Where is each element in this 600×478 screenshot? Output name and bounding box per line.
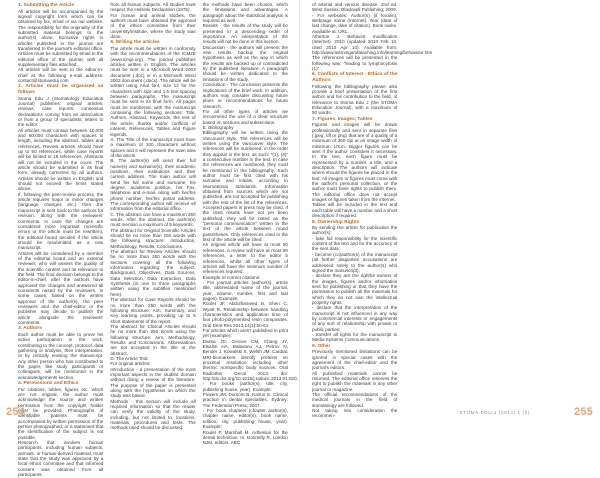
body-paragraph: All articles will be accompanied by the signed copyright form which can be obtained by fax, email or via our website. The responsibility for the originality of the submitted material belongs to the author(s) alone. Exclusive rights to articles published in the journal are transferred to the journal's editorial office. Articles must be submitted by email to the editorial office of the journal, with all supplementary files attached. (18, 8, 104, 68)
body-paragraph: D. The Article Text: (110, 355, 149, 361)
body-paragraph: For all other types of articles we recommend the use of a clear structure based on sections and subsections. (202, 108, 288, 125)
body-paragraph: A. The Title of the manuscript must have a maximum of 100 characters without spaces and it will represent the main idea of the article. (110, 136, 196, 158)
body-paragraph: Figures and images will be drawn professionally and sent in separate files (.jpeg, tiff or png) that are of a quality of a minimum of 300 dpi at an image width of minimum 10cm. Bigger figures can be sent if the author considers it necessary. In the text, each figure must be represented by a number, a title, and a description. The authors will indicate where should the figures be placed in the text. All images or figures must come with the author's personal collection, or the author must have rights to publish them. The editorial office does not accept images or figures taken from the internet. (312, 122, 398, 203)
body-paragraph: For original articles: (110, 361, 151, 367)
body-paragraph: The abstract for Original Scientific Articles should be no more than 250 words with the following structure: Introduction, Methodology, Results, Conclusions. (110, 227, 196, 249)
section-heading: 1. Submitting the Article (18, 3, 75, 8)
body-paragraph: of arterial and venous disease. 2nd ed. West Sussex: Blackwell Publishing; 2009. (312, 2, 398, 13)
section-heading: 3. Authors (18, 326, 43, 332)
left-column-2 (110, 2, 196, 431)
body-paragraph: Research that involves human participants, including human subjects, animals, or human-derived material, must state that the study was approved by a local ethics committee and that informed consent was obtained from all participants. (18, 440, 104, 478)
body-paragraph: - declare they are the rightful owners of the images, figures and/or information sent for publishing or that they have the permission to publish all the materials for which they do not own the intellectual property rights; (312, 273, 398, 305)
body-paragraph: By sending the article for publication the author(s): (312, 225, 398, 236)
body-paragraph: Each author must be able to prove his active participation in the work, contributing to the concept, protocol, data gathering or analysis, their interpretation, or by critically revising the manuscript. Any other person who has contributed to the paper, like study participants or colleagues, will be mentioned in the acknowledgements section. (18, 331, 104, 380)
body-paragraph: The abstract for Clinical Articles should be no more than 250 words using the following structure: Aim, Methodology, Results and Conclusions. Abbreviations are not accepted in the title or the abstract. (110, 323, 196, 356)
body-paragraph: For human and animal studies, the authors must have obtained the approval of the ethics committee from their university/institute, where the study was done. (110, 12, 196, 40)
body-paragraph: The official recommendations of the medical journals in the field of stomatology are followed. (312, 392, 398, 408)
left-page-number: 254 (6, 406, 25, 418)
body-paragraph: Following the bibliography please also provide a brief presentation of the first author and his contribution to the field, of relevance to Stoma Edu J (the STOMA Education Journal), with a maximum of 50 words. (312, 83, 398, 116)
section-heading: 4. Permissions and Ethics (18, 381, 79, 387)
body-paragraph: Results - the results of the study will be presented in a descending order of importance. An interpretation of the results will not be done in this section. (202, 23, 288, 45)
body-paragraph: the methods have been chosen, which the limitations and advantages. A paragraph about the statistical analysis is required as well. (202, 2, 288, 24)
section-heading: 6. Conflicts of Interest - Ethics of the Authors (312, 72, 398, 84)
body-paragraph: - declare that the interpretation of the manuscript is not influenced in any way by commercial interests or engagements of any sort of relationship with private or public parties; (312, 305, 398, 332)
body-paragraph: B. The author(s) will send their full name(s) and surname(s), their academic positions, their institutions and their current address. The main author will send his full name and surname, his degree, academic position, his Fax, telephone and e-mail, along with her/his phone number, her/his postal address. The corresponding author will receive all information from the editorial office. (110, 158, 196, 212)
body-paragraph: Roulet JF, Abdulhameed N, Shen C, Wyatt R. Relationship between handling characteristics and application time of four photo-polymerised resin composites. Oral Dent Res 2013;14(1):50-61. (202, 301, 288, 328)
body-paragraph: Powers JM, Dumont B, Kantor E. Clinical practice in dental specialties. Sydney: The Federation Press; 2007. (202, 392, 288, 408)
section-heading: 8. Ownership Rights (312, 219, 360, 225)
body-paragraph: Example of correct citations: (202, 274, 261, 280)
body-paragraph: from all human subjects. All studies must respect the Helsinki Declaration (1975). (110, 2, 196, 13)
left-column-3 (202, 2, 298, 446)
section-heading: 2. Articles must be organised as follows (18, 84, 104, 95)
body-paragraph: Bibliography will be written using the Vancouver style. The references will be written using the Vancouver style. The references will be numbered, in the order they appear in the text, as such: "(1), (4)" a consecutive number in the text. In case the references are numbered, they must be mentioned in the bibliography. Each author must be first cited with his surname and initials, according to international standards. Information obtained from sources which are not published, are not accepted for publishing with the rest of the list of the references. Accepted papers in press may be cited. If the cited results have not yet been published, they will be noted as the "personal communication" written in the text of the article between round parentheses. Only references cited in the text of the article will be cited. (202, 130, 288, 243)
body-paragraph: Conclusion - The conclusion presents the implications of the brief work. In addition, authors may consider discussing future plans or recommendations for future research. (202, 82, 288, 109)
body-paragraph: - take full responsibility for the scientific content of the text and for the accuracy of the sent data; (312, 235, 398, 252)
left-page-columns (18, 2, 298, 478)
body-paragraph: The abstract for Review Articles should be no more than 250 words with the sections covering all the following information regarding: the subject, Background, Objectives, Data Sources, Data Selection, Data Extraction, Data Synthesis (in one to three paragraphs written using the subtitles mentioned here). (110, 249, 196, 297)
body-paragraph: - become (co)author(s) of the manuscript (all further plagiarism accusations are addressed solely to the author(s) who signed the manuscript); (312, 251, 398, 273)
body-paragraph: Not taking into consideration the recommen- (312, 408, 398, 419)
body-paragraph: All articles will be sent to the editor-in-chief at the following e-mail address: contact@stomaeduj.com (18, 67, 104, 84)
body-paragraph: - For books (author(s), title, city, publishing house, year). Example: (202, 381, 288, 392)
body-paragraph: Tables will be included in the text and each table will have a number and a short description if required. (312, 202, 398, 219)
body-paragraph: Atherton J. Behavior modification (Internet). 2010 (updated 2010 Feb 10, cited 2010 Apr 10). Available from: http://www.learningandteaching.info/learning/behaviour.htm (312, 34, 433, 56)
body-paragraph: The abstract for Case Reports should be no more than 250 words with the following structure: Aim, Summary, and Key learning points, providing up to 5 short statements of the report. (110, 297, 196, 324)
journal-footer: STOMA.EDU.J (2014) 1 (2) (459, 410, 530, 415)
body-paragraph: Stoma Edu J (Stomatology Education Journal) publishes: original articles; reviews; case reports; consensus declarations coming from an association or from a group of specialists; letters to the editor. (18, 95, 104, 128)
body-paragraph: For citations, tables, figures etc. which are not original, the author must acknowledge the source and written permission from the copyright holder must be provided. Photographs of identifiable patients must be accompanied by written permission of the person photographed, or a statement that the identification of the subject is not possible. (18, 386, 104, 440)
body-paragraph: An original article will have at most 50 references, a review will have at most 80 references, a letter to the editor 5 references, whilst all other types of articles will have the minimum number of references required. (202, 242, 288, 275)
body-paragraph: E. Bibliography (202, 124, 234, 130)
body-paragraph: Roulet P, Marshall M. Adhesion for the dental technician. In: Donnelly R, London NJM, editors. ABC (202, 429, 288, 446)
body-paragraph: C. The abstract can have a maximum 250 words. After the abstract, the author(s) must mention a maximum of 5 keywords. (110, 211, 196, 228)
body-paragraph: Discussion - the authors will present the new results backup the original hypothesis as well as the way in which the results are backed up or contradicted by the published literature. A paragraph should be written dedicated to the limitations of the study. (202, 44, 288, 82)
body-paragraph: - For websites: Author(s) (if known). Webpage name (Internet). Year (date of last change, date of citation). Book name. Available at: URL. (312, 12, 398, 34)
section-heading: 5. Writing the articles (110, 40, 160, 46)
right-page-number: 255 (574, 406, 593, 418)
body-paragraph: All articles must contain between 10,000 and 60,000 characters with spaces in length, including the abstract, tables and references. Review articles should have up to 50 references, while case reports will be limited to 15 references. Abstracts will not be included in the count. The article should be submitted in its final form, already corrected by all authors. Articles should be written in English and should not exceed the limits stated above. (18, 127, 104, 192)
section-heading: 7. Figures, Images, Tables (312, 116, 373, 122)
body-paragraph: Introduction - a presentation of the most important aspects in the studied domain without doing a review of the literature. The purpose of the paper is presented along with the hypothesis on which the study was based. (110, 366, 196, 399)
body-paragraph: - For journal articles (author(s), article title, abbreviated name of the journal, year, volume, number, first and last pages). Example: (202, 279, 288, 301)
body-paragraph: The references will be presented in the following way: "leading to lymphocytosis (1)". (312, 55, 398, 72)
left-column-1 (18, 2, 104, 478)
body-paragraph: Articles will be considered by a member of the editorial board and an external reviewer, who will assess the quality of the scientific content and its relevance to the field. The final decision belongs to the editor-in-chief, after the authors have approved the changes and answered all comments raised by the reviewers. In some cases, based on the written approval of the author(s), the peer reviewers and the chief-editor or the publisher may decide to publish the article alongside the reviewers' comments. (18, 250, 104, 326)
right-column-3-empty (497, 2, 582, 400)
body-paragraph: - For book chapters (chapter author(s), chapter name, editor(s), book name, edition, city, publishing house, year). Example: (202, 408, 288, 430)
body-paragraph: Methods - this section will include all required information so that the reader can verify the validity of the study, including, but not limited to, locations, materials, procedures and tests. The methods used should be discussed. (110, 398, 196, 431)
section-heading: 9. Other (312, 343, 331, 349)
body-paragraph: If, following the peer-review process, the article requires major or minor changes (language changes etc.) then the manuscript is sent back to the authors for revision, along with the reviewers' comments. In case the changes are considered more important (scientific errors or the article must be rewritten), the editorial board decides if the article should be resubmitted as a new manuscript. (18, 191, 104, 251)
body-paragraph: Previously mentioned limitations can be ignored in special cases with the agreement of the chief-editor and the journal's editors. (312, 349, 398, 371)
body-paragraph: All published materials cannot be returned. The editorial office reserves the right to publish the materials in any other journal or magazine. (312, 370, 398, 392)
right-column-2-empty (404, 2, 489, 400)
body-paragraph: Dassa JD, Gerace CM, Chang JY, Elsallm HA, Balasanu AJ, Petrov N, Bender J, Kowalski S, Welsh JM. Cardiac MRI-biomarkers identify proteins on proximal resolution including other thermic nonspecific body sources. Oral Radiother Oncol 2013; doi: http://dx.doi.org/10.1016/j.radonc.2013.01.020. (202, 338, 298, 382)
body-paragraph: - transfer all rights for the manuscript to Media Systems Communications. (312, 331, 398, 343)
body-paragraph: The article must be written in conformity with the recommendations of the ICMJE (www.icmje.org). The journal publishes articles written in English. The articles must be sent in a Microsoft Word 2003 document (.doc) or in a Microsoft Word 2003 document (.docx). The article will be written using Arial font, size 12 for the characters with size and 1.5 line spacing between paragraphs. The manuscript must be sent in its final form. All pages must be numbered, with the manuscript containing the following sections: Title, Authors, Abstract, Keywords, the text of the article, thanks and/or conflicts of interest, References, Tables and Figure legends. (110, 46, 196, 137)
right-page (300, 0, 600, 424)
body-paragraph: For articles which aren't published in print yet (example): (202, 327, 288, 339)
right-column-1 (312, 2, 433, 419)
